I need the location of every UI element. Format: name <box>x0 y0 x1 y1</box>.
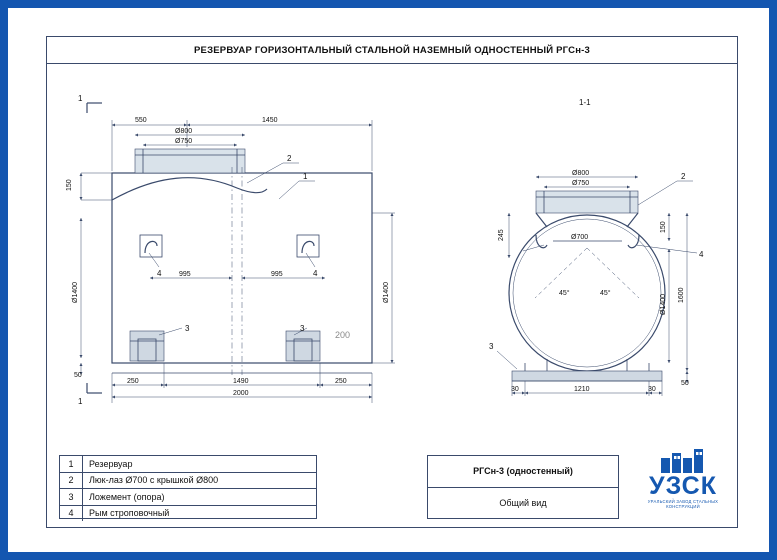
stamp-view: Общий вид <box>499 497 547 508</box>
dim-995-left: 995 <box>179 271 191 278</box>
dim-2000: 2000 <box>233 390 249 397</box>
title-stamp <box>427 455 619 519</box>
dim-manhole: Ø700 <box>571 234 589 241</box>
saddle-support-right <box>286 331 320 361</box>
spec-name: Резервуар <box>89 458 133 469</box>
spec-name: Рым строповочный <box>89 508 170 519</box>
drawing-sheet <box>8 8 769 552</box>
dim-550: 550 <box>135 117 147 124</box>
sec-dim-50: 50 <box>681 380 689 387</box>
sec-dim-245: 245 <box>498 229 505 241</box>
dim-1450: 1450 <box>262 117 278 124</box>
technical-drawing <box>47 63 737 448</box>
sec-dim-150: 150 <box>660 221 667 233</box>
section-label: 1-1 <box>579 98 591 107</box>
dim-1490: 1490 <box>233 378 249 385</box>
sec-dim-d1400: Ø1400 <box>660 293 667 315</box>
spec-num: 4 <box>60 506 83 522</box>
dim-995-right: 995 <box>271 271 283 278</box>
svg-text:1: 1 <box>78 94 83 103</box>
callout-4-section <box>636 245 704 259</box>
dim-50-bottom: 50 <box>74 372 82 379</box>
svg-text:3: 3 <box>300 324 305 333</box>
callout-2-section <box>638 172 693 205</box>
sec-dim-1210: 1210 <box>574 386 590 393</box>
logo-subtitle: УРАЛЬСКИЙ ЗАВОД СТАЛЬНЫХ КОНСТРУКЦИЙ <box>647 499 719 509</box>
svg-text:4: 4 <box>699 250 704 259</box>
table-row <box>60 489 316 506</box>
dim-200: 200 <box>335 330 351 340</box>
svg-text:3: 3 <box>489 342 494 351</box>
dim-diameter-right: Ø1400 <box>383 281 390 303</box>
spec-num: 3 <box>60 489 83 505</box>
spec-num: 1 <box>60 456 83 472</box>
drawing-title-bar <box>47 37 737 64</box>
stamp-product: РГСн-3 (одностенный) <box>428 456 618 488</box>
dim-left-150: 150 <box>66 179 73 191</box>
svg-text:3: 3 <box>185 324 190 333</box>
dim-hatch-outer: Ø800 <box>175 128 193 135</box>
callout-3-front-left <box>159 324 190 335</box>
table-row <box>60 456 316 473</box>
svg-text:1: 1 <box>303 172 308 181</box>
sec-dim-750: Ø750 <box>572 180 590 187</box>
svg-text:1: 1 <box>78 397 83 406</box>
callout-4-section-left <box>523 245 544 251</box>
factory-icon <box>661 449 705 473</box>
sec-dim-30-right: 30 <box>648 386 656 393</box>
dim-hatch-inner: Ø750 <box>175 138 193 145</box>
section-mark-bottom <box>78 383 102 406</box>
drawing-canvas <box>47 63 737 448</box>
dim-250-right: 250 <box>335 378 347 385</box>
sec-dim-800: Ø800 <box>572 170 590 177</box>
sec-dim-30-left: 30 <box>511 386 519 393</box>
spec-name: Ложемент (опора) <box>89 491 165 502</box>
saddle-support-left <box>130 331 164 361</box>
spec-name: Люк-лаз Ø700 с крышкой Ø800 <box>89 475 219 486</box>
drawing-frame <box>46 36 738 528</box>
table-row <box>60 473 316 490</box>
spec-num: 2 <box>60 473 83 489</box>
specification-table <box>59 455 317 519</box>
dim-diameter-left: Ø1400 <box>72 281 79 303</box>
page-title: РЕЗЕРВУАР ГОРИЗОНТАЛЬНЫЙ СТАЛЬНОЙ НАЗЕМНЫЙ ОДНОСТЕННЫЙ РГСн-3 <box>194 44 590 56</box>
angle-left: 45° <box>559 290 570 297</box>
section-mark-top <box>78 94 102 113</box>
sec-dim-1600: 1600 <box>678 287 685 303</box>
company-logo <box>635 449 731 517</box>
lifting-lug-left <box>140 235 162 257</box>
callout-1-front <box>279 172 315 199</box>
callout-3-section <box>489 342 517 369</box>
angle-right: 45° <box>600 290 611 297</box>
svg-text:2: 2 <box>287 154 292 163</box>
dim-250-left: 250 <box>127 378 139 385</box>
table-row <box>60 506 316 522</box>
callout-2-front <box>247 154 299 183</box>
svg-text:4: 4 <box>157 269 162 278</box>
svg-text:2: 2 <box>681 172 686 181</box>
svg-text:4: 4 <box>313 269 318 278</box>
lifting-lug-right <box>297 235 319 257</box>
logo-wordmark: УЗСК <box>649 472 717 500</box>
